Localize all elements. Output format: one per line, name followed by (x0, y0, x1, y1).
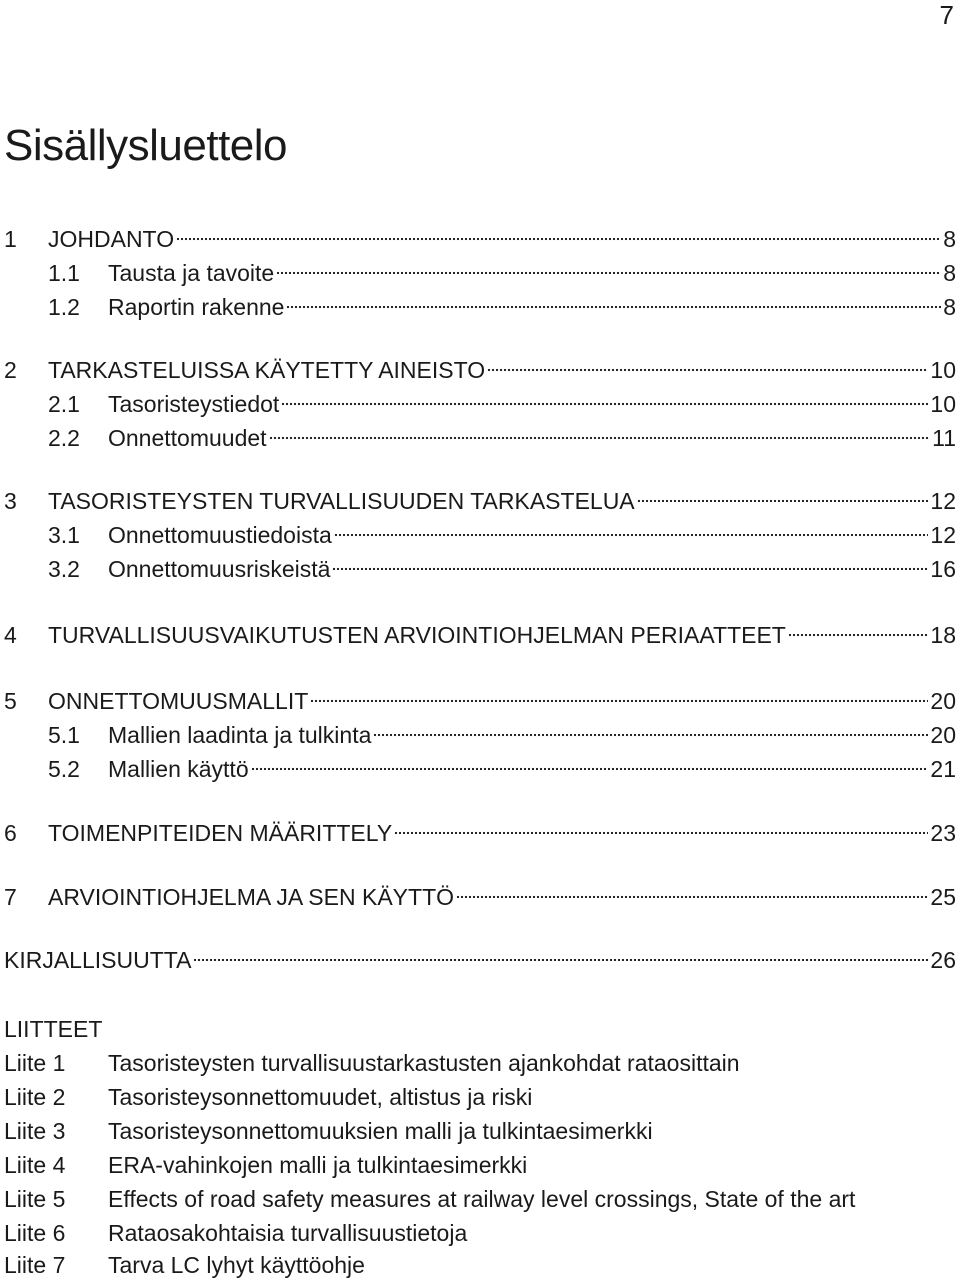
toc-page: 18 (930, 622, 956, 648)
appendix-title: Tarva LC lyhyt käyttöohje (108, 1252, 365, 1278)
toc-entry-5-1[interactable] (4, 718, 956, 752)
toc-label: Mallien laadinta ja tulkinta (108, 722, 372, 748)
toc-number: 2.1 (48, 391, 80, 417)
appendix-item[interactable] (4, 1148, 527, 1182)
toc-entry-1[interactable] (4, 222, 956, 256)
toc-page: 12 (930, 488, 956, 514)
toc-page: 8 (943, 226, 956, 252)
dot-leader (193, 956, 928, 962)
dot-leader (637, 497, 929, 503)
appendix-item[interactable] (4, 1182, 855, 1216)
toc-label: TURVALLISUUSVAIKUTUSTEN ARVIOINTIOHJELMAN PERIAATTEET (48, 622, 786, 648)
toc-number: 2.2 (48, 425, 80, 451)
toc-label: Raportin rakenne (108, 294, 285, 320)
toc-entry-3[interactable] (4, 484, 956, 518)
toc-number: 4 (4, 622, 17, 648)
appendix-id: Liite 6 (4, 1220, 66, 1246)
toc-entry-2-2[interactable] (4, 421, 956, 455)
page-number: 7 (939, 0, 954, 30)
toc-label: ONNETTOMUUSMALLIT (48, 688, 309, 714)
dot-leader (176, 235, 941, 241)
toc-entry-2[interactable] (4, 353, 956, 387)
toc-page: 20 (930, 688, 956, 714)
toc-label: Tasoristeystiedot (108, 391, 280, 417)
dot-leader (487, 366, 928, 372)
toc-number: 2 (4, 357, 17, 383)
appendix-item[interactable] (4, 1114, 653, 1148)
toc-page: 26 (930, 947, 956, 973)
toc-number: 5.1 (48, 722, 80, 748)
toc-entry-3-2[interactable] (4, 552, 956, 586)
toc-page: 23 (930, 820, 956, 846)
toc-page: 25 (930, 884, 956, 910)
toc-page: 16 (930, 556, 956, 582)
toc-label: Onnettomuusriskeistä (108, 556, 331, 582)
toc-entry-7[interactable] (4, 880, 956, 914)
appendix-title: ERA-vahinkojen malli ja tulkintaesimerkki (108, 1152, 528, 1178)
toc-page: 10 (930, 391, 956, 417)
dot-leader (251, 765, 929, 771)
dot-leader (286, 303, 941, 309)
toc-number: 3.1 (48, 522, 80, 548)
appendix-id: Liite 3 (4, 1118, 66, 1144)
toc-page: 10 (930, 357, 956, 383)
dot-leader (281, 400, 928, 406)
toc-number: 1.2 (48, 294, 80, 320)
toc-number: 5.2 (48, 756, 80, 782)
toc-label: TOIMENPITEIDEN MÄÄRITTELY (48, 820, 393, 846)
appendix-title: Tasoristeysten turvallisuustarkastusten ajankohdat rataosittain (108, 1050, 740, 1076)
page-title: Sisällysluettelo (4, 121, 288, 170)
toc-label: TARKASTELUISSA KÄYTETTY AINEISTO (48, 357, 486, 383)
toc-page: 12 (930, 522, 956, 548)
toc-page: 21 (930, 756, 956, 782)
appendix-title: Rataosakohtaisia turvallisuustietoja (108, 1220, 468, 1246)
dot-leader (373, 731, 928, 737)
toc-label: ARVIOINTIOHJELMA JA SEN KÄYTTÖ (48, 884, 455, 910)
appendix-title: Tasoristeysonnettomuuksien malli ja tulkintaesimerkki (108, 1118, 653, 1144)
toc-label: Onnettomuudet (108, 425, 267, 451)
toc-entry-2-1[interactable] (4, 387, 956, 421)
toc-entry-6[interactable] (4, 816, 956, 850)
appendix-id: Liite 1 (4, 1050, 66, 1076)
toc-number: 3 (4, 488, 17, 514)
appendix-id: Liite 4 (4, 1152, 66, 1178)
toc-label: JOHDANTO (48, 226, 175, 252)
appendix-title: Tasoristeysonnettomuudet, altistus ja riski (108, 1084, 533, 1110)
toc-entry-5[interactable] (4, 684, 956, 718)
toc-page: 20 (930, 722, 956, 748)
toc-entry-4[interactable] (4, 618, 956, 652)
appendix-item[interactable] (4, 1248, 365, 1282)
dot-leader (456, 893, 928, 899)
dot-leader (332, 565, 928, 571)
toc-entry-1-1[interactable] (4, 256, 956, 290)
toc-number: 1 (4, 226, 17, 252)
toc-label: TASORISTEYSTEN TURVALLISUUDEN TARKASTELUA (48, 488, 635, 514)
appendix-title: Effects of road safety measures at railway level crossings, State of the art (108, 1186, 856, 1212)
dot-leader (310, 697, 928, 703)
toc-entry-references[interactable] (4, 943, 956, 977)
toc-entry-3-1[interactable] (4, 518, 956, 552)
toc-number: 1.1 (48, 260, 80, 286)
dot-leader (276, 269, 941, 275)
toc-page: 11 (932, 425, 956, 451)
toc-number: 5 (4, 688, 17, 714)
toc-entry-1-2[interactable] (4, 290, 956, 324)
appendix-item[interactable] (4, 1216, 467, 1250)
toc-label: Onnettomuustiedoista (108, 522, 332, 548)
toc-page: 8 (943, 294, 956, 320)
toc-number: 3.2 (48, 556, 80, 582)
appendix-id: Liite 7 (4, 1252, 66, 1278)
dot-leader (334, 531, 929, 537)
toc-entry-5-2[interactable] (4, 752, 956, 786)
dot-leader (788, 631, 929, 637)
dot-leader (394, 829, 928, 835)
appendix-id: Liite 2 (4, 1084, 66, 1110)
appendix-id: Liite 5 (4, 1186, 66, 1212)
toc-page: 8 (943, 260, 956, 286)
appendix-item[interactable] (4, 1046, 740, 1080)
toc-label: Tausta ja tavoite (108, 260, 275, 286)
toc-label: Mallien käyttö (108, 756, 249, 782)
dot-leader (269, 434, 931, 440)
toc-number: 7 (4, 884, 17, 910)
appendix-item[interactable] (4, 1080, 532, 1114)
toc-number: 6 (4, 820, 17, 846)
toc-label: KIRJALLISUUTTA (4, 947, 192, 973)
appendix-heading: LIITTEET (4, 1016, 103, 1042)
